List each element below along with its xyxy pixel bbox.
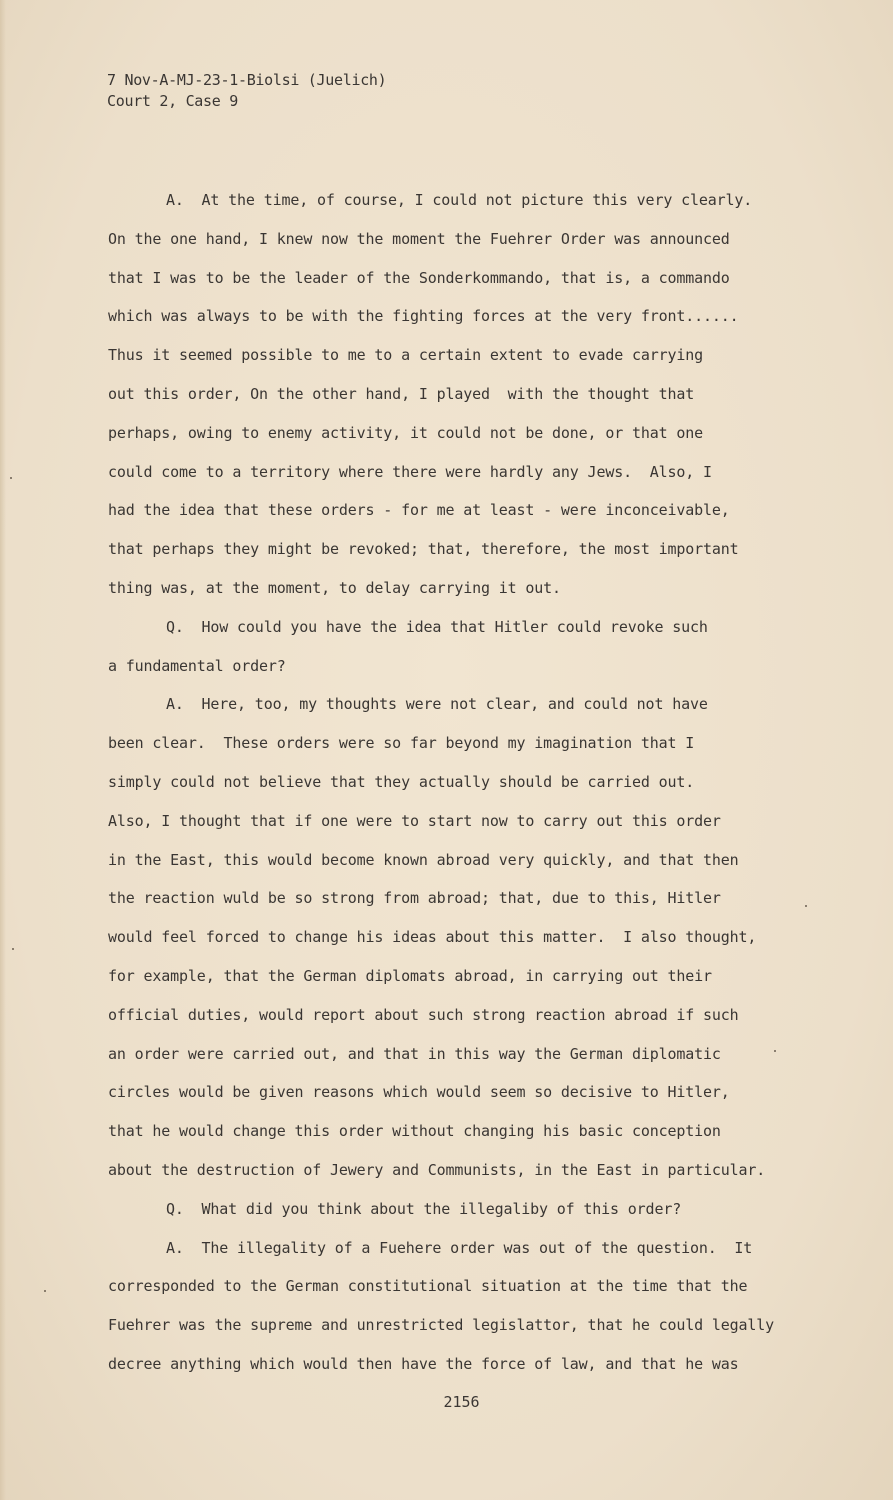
transcript-line: Thus it seemed possible to me to a certain extent to evade carrying <box>108 346 704 365</box>
transcript-line: A. Here, too, my thoughts were not clear, and could not have <box>166 695 708 714</box>
transcript-line: out this order, On the other hand, I played with the thought that <box>108 384 695 403</box>
transcript-line: would feel forced to change his ideas about this matter. I also thought, <box>108 928 757 947</box>
transcript-line: the reaction wuld be so strong from abroad; that, due to this, Hitler <box>108 889 721 908</box>
transcript-line: On the one hand, I knew now the moment the Fuehrer Order was announced <box>108 229 730 248</box>
transcript-line: a fundamental order? <box>108 656 286 675</box>
page-number: 2156 <box>443 1393 480 1411</box>
transcript-line: that I was to be the leader of the Sonderkommando, that is, a commando <box>108 268 730 287</box>
paper-speck <box>774 1050 776 1052</box>
transcript-line: that perhaps they might be revoked; that, therefore, the most important <box>108 540 739 559</box>
transcript-line: Q. What did you think about the illegaliby of this order? <box>166 1199 682 1218</box>
header-court-case: Court 2, Case 9 <box>107 92 238 110</box>
transcript-line: official duties, would report about such strong reaction abroad if such <box>108 1005 739 1024</box>
paper-speck <box>12 948 14 950</box>
paper-edge-shadow <box>0 0 6 1500</box>
document-header <box>107 70 386 112</box>
transcript-line: in the East, this would become known abroad very quickly, and that then <box>108 850 739 869</box>
transcript-line: an order were carried out, and that in this way the German diplomatic <box>108 1044 721 1063</box>
transcript-line: decree anything which would then have the force of law, and that he was <box>108 1354 739 1373</box>
transcript-line: been clear. These orders were so far beyond my imagination that I <box>108 734 695 753</box>
transcript-line: about the destruction of Jewery and Communists, in the East in particular. <box>108 1160 766 1179</box>
transcript-line: perhaps, owing to enemy activity, it could not be done, or that one <box>108 423 704 442</box>
paper-speck <box>44 1290 46 1292</box>
paper-speck <box>10 477 12 479</box>
transcript-line: thing was, at the moment, to delay carrying it out. <box>108 578 561 597</box>
transcript-line: Q. How could you have the idea that Hitler could revoke such <box>166 617 708 636</box>
transcript-line: had the idea that these orders - for me at least - were inconceivable, <box>108 501 730 520</box>
transcript-line: Fuehrer was the supreme and unrestricted legislattor, that he could legally <box>108 1316 775 1335</box>
transcript-line: A. At the time, of course, I could not picture this very clearly. <box>166 191 753 209</box>
transcript-line: corresponded to the German constitutional situation at the time that the <box>108 1277 748 1296</box>
transcript-line: could come to a territory where there were hardly any Jews. Also, I <box>108 462 712 481</box>
transcript-line: circles would be given reasons which would seem so decisive to Hitler, <box>108 1083 730 1102</box>
header-case-reference: 7 Nov-A-MJ-23-1-Biolsi (Juelich) <box>107 71 387 89</box>
transcript-line: for example, that the German diplomats abroad, in carrying out their <box>108 966 712 985</box>
paper-speck <box>805 905 807 907</box>
transcript-line: simply could not believe that they actually should be carried out. <box>108 772 695 791</box>
transcript-line: Also, I thought that if one were to start now to carry out this order <box>108 811 721 830</box>
transcript-body <box>108 181 838 1384</box>
transcript-line: which was always to be with the fighting forces at the very front...... <box>108 307 739 326</box>
transcript-line: that he would change this order without changing his basic conception <box>108 1122 721 1141</box>
transcript-line: A. The illegality of a Fuehere order was out of the question. It <box>166 1238 753 1257</box>
